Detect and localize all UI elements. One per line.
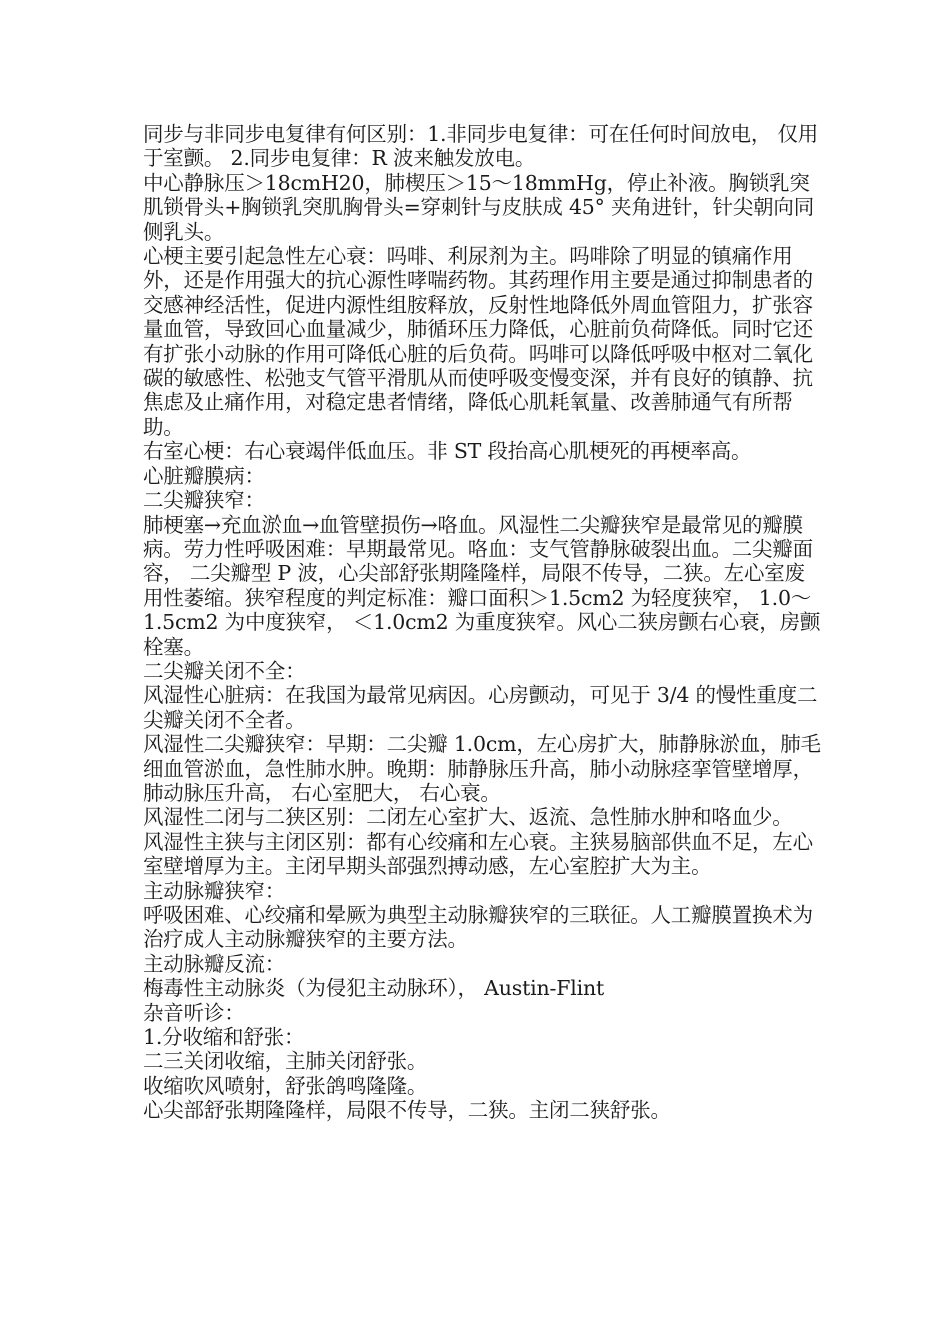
paragraph-rheumatic-mitral-stenosis: 风湿性二尖瓣狭窄：早期：二尖瓣 1.0cm，左心房扩大，肺静脉淤血，肺毛细血管淤血，急性肺水肿。晚期：肺静脉压升高，肺小动脉痉挛管壁增厚， 肺动脉压升高， 右心室肥大， 右心衰。 bbox=[143, 732, 821, 805]
heading-aortic-stenosis: 主动脉瓣狭窄： bbox=[143, 878, 286, 903]
paragraph-rheumatic-heart-disease: 风湿性心脏病：在我国为最常见病因。心房颤动，可见于 3/4 的慢性重度二尖瓣关闭不全者。 bbox=[143, 683, 818, 732]
paragraph-mi-heart-failure: 心梗主要引起急性左心衰：吗啡、利尿剂为主。吗啡除了明显的镇痛作用外，还是作用强大的抗心源性哮喘药物。其药理作用主要是通过抑制患者的交感神经活性，促进内源性组胺释放，反射性地降低外周血管阻力，扩张容量血管，导致回心血量减少，肺循环压力降低，心脏前负荷降低。同时它还有扩张小动脉的作用可降低心脏的后负荷。吗啡可以降低呼吸中枢对二氧化碳的敏感性、松弛支气管平滑肌从而使呼吸变慢变深，并有良好的镇静、抗焦虑及止痛作用，对稳定患者情绪，降低心肌耗氧量、改善肺通气有所帮助。 bbox=[143, 244, 813, 439]
paragraph-aortic-stenosis: 呼吸困难、心绞痛和晕厥为典型主动脉瓣狭窄的三联征。人工瓣膜置换术为治疗成人主动脉瓣狭窄的主要方法。 bbox=[143, 903, 813, 952]
paragraph-central-venous-pressure: 中心静脉压＞18cmH20，肺楔压＞15～18mmHg，停止补液。胸锁乳突肌锁骨头+胸锁乳突肌胸骨头=穿刺针与皮肤成 45° 夹角进针，针尖朝向同侧乳头。 bbox=[143, 170, 815, 244]
paragraph-syphilitic-aortitis: 梅毒性主动脉炎（为侵犯主动脉环）， Austin-Flint bbox=[143, 976, 604, 1001]
heading-aortic-regurgitation: 主动脉瓣反流： bbox=[143, 951, 286, 976]
heading-murmur-auscultation: 杂音听诊： bbox=[143, 1000, 245, 1025]
heading-valvular-disease: 心脏瓣膜病： bbox=[143, 463, 265, 488]
list-item-murmur-quality: 收缩吹风喷射，舒张鸽鸣隆隆。 bbox=[143, 1073, 428, 1098]
list-item-valve-closure: 二三关闭收缩，主肺关闭舒张。 bbox=[143, 1049, 428, 1074]
list-item-systolic-diastolic: 1.分收缩和舒张： bbox=[143, 1025, 305, 1050]
paragraph-as-vs-ar: 风湿性主狭与主闭区别：都有心绞痛和左心衰。主狭易脑部供血不足，左心室壁增厚为主。主闭早期头部强烈搏动感，左心室腔扩大为主。 bbox=[143, 829, 813, 879]
list-item-apical-murmur: 心尖部舒张期隆隆样，局限不传导，二狭。主闭二狭舒张。 bbox=[143, 1098, 671, 1123]
heading-mitral-stenosis: 二尖瓣狭窄： bbox=[143, 488, 265, 513]
paragraph-mitral-stenosis: 肺梗塞→充血淤血→血管壁损伤→咯血。风湿性二尖瓣狭窄是最常见的瓣膜病。劳力性呼吸困难：早期最常见。咯血：支气管静脉破裂出血。二尖瓣面容， 二尖瓣型 P 波，心尖部舒张期隆隆样，局限不传导，二狭。左心室废用性萎缩。狭窄程度的判定标准：瓣口面积＞1.5cm2 为轻度狭窄， 1.0～1.5cm2 为中度狭窄， ＜1.0cm2 为重度狭窄。风心二狭房颤右心衰，房颤栓塞。 bbox=[143, 512, 821, 659]
document-body bbox=[143, 122, 823, 1123]
paragraph-right-ventricle-mi: 右室心梗：右心衰竭伴低血压。非 ST 段抬高心肌梗死的再梗率高。 bbox=[143, 439, 752, 464]
paragraph-mr-vs-ms: 风湿性二闭与二狭区别：二闭左心室扩大、返流、急性肺水肿和咯血少。 bbox=[143, 805, 793, 830]
paragraph-defibrillation: 同步与非同步电复律有何区别：1.非同步电复律：可在任何时间放电， 仅用于室颤。 2.同步电复律：R 波来触发放电。 bbox=[143, 122, 819, 171]
heading-mitral-regurgitation: 二尖瓣关闭不全： bbox=[143, 658, 306, 683]
